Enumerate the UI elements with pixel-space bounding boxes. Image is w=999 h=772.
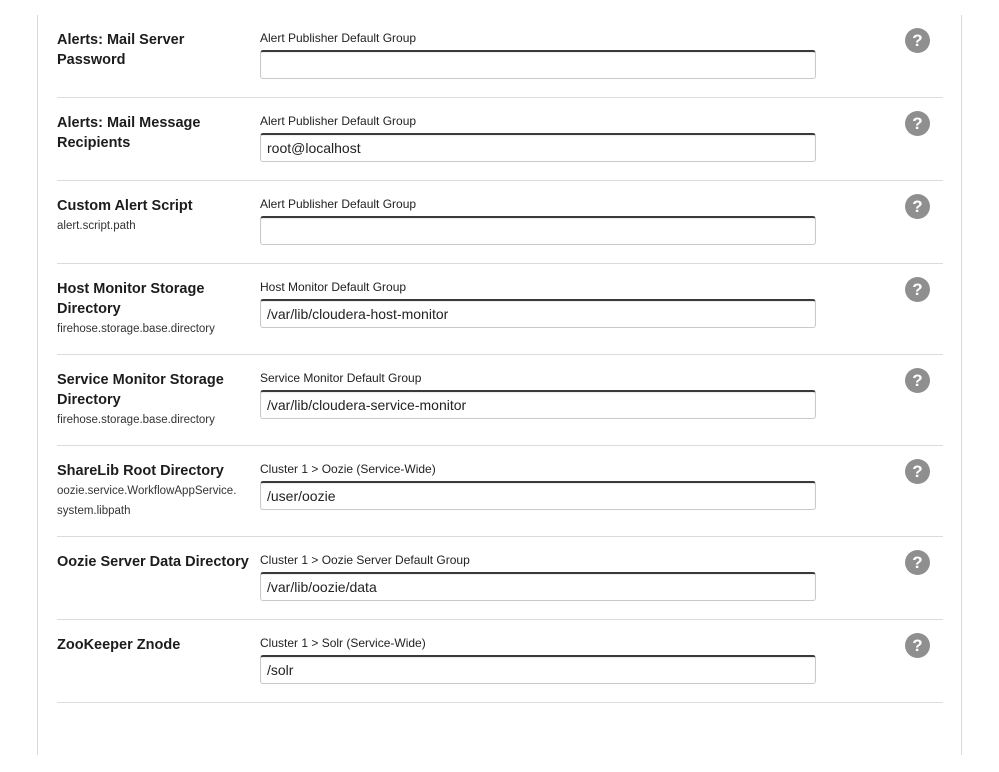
setting-title: Service Monitor Storage Directory	[57, 372, 224, 408]
setting-row-service-monitor-storage	[57, 355, 943, 446]
sharelib-root-input[interactable]	[260, 481, 816, 510]
setting-scope: Host Monitor Default Group	[260, 280, 407, 294]
settings-list	[57, 15, 943, 703]
setting-name	[57, 461, 252, 521]
setting-name	[57, 196, 252, 236]
setting-scope: Cluster 1 > Oozie (Service-Wide)	[260, 462, 436, 476]
setting-row-zookeeper-znode	[57, 620, 943, 703]
setting-title: Host Monitor Storage Directory	[57, 281, 205, 317]
oozie-data-dir-input[interactable]	[260, 572, 816, 601]
help-icon[interactable]: ?	[905, 368, 930, 393]
setting-row-mail-message-recipients	[57, 98, 943, 181]
custom-alert-script-input[interactable]	[260, 216, 816, 245]
setting-scope: Alert Publisher Default Group	[260, 31, 417, 45]
setting-row-oozie-data-dir	[57, 537, 943, 620]
setting-property: oozie.service.WorkflowAppService. system.libpath	[57, 485, 237, 517]
setting-property: firehose.storage.base.directory	[57, 323, 215, 335]
setting-title: Custom Alert Script	[57, 198, 193, 214]
setting-property: firehose.storage.base.directory	[57, 414, 215, 426]
setting-scope: Cluster 1 > Solr (Service-Wide)	[260, 636, 426, 650]
setting-row-host-monitor-storage	[57, 264, 943, 355]
help-icon[interactable]: ?	[905, 459, 930, 484]
setting-name	[57, 30, 252, 70]
setting-row-sharelib-root	[57, 446, 943, 537]
setting-scope: Cluster 1 > Oozie Server Default Group	[260, 553, 470, 567]
setting-title: Oozie Server Data Directory	[57, 554, 249, 570]
setting-scope: Service Monitor Default Group	[260, 371, 422, 385]
setting-scope: Alert Publisher Default Group	[260, 114, 417, 128]
setting-title: ShareLib Root Directory	[57, 463, 224, 479]
setting-title: ZooKeeper Znode	[57, 637, 181, 653]
setting-title: Alerts: Mail Server Password	[57, 32, 185, 68]
mail-server-password-input[interactable]	[260, 50, 816, 79]
service-monitor-storage-input[interactable]	[260, 390, 816, 419]
setting-row-custom-alert-script	[57, 181, 943, 264]
help-icon[interactable]: ?	[905, 111, 930, 136]
help-icon[interactable]: ?	[905, 550, 930, 575]
setting-name	[57, 370, 252, 430]
help-icon[interactable]: ?	[905, 277, 930, 302]
setting-scope: Alert Publisher Default Group	[260, 197, 417, 211]
host-monitor-storage-input[interactable]	[260, 299, 816, 328]
mail-message-recipients-input[interactable]	[260, 133, 816, 162]
zookeeper-znode-input[interactable]	[260, 655, 816, 684]
setting-property: alert.script.path	[57, 220, 136, 232]
help-icon[interactable]: ?	[905, 28, 930, 53]
setting-name	[57, 279, 252, 339]
setting-row-mail-server-password	[57, 15, 943, 98]
help-icon[interactable]: ?	[905, 633, 930, 658]
setting-name	[57, 113, 252, 153]
help-icon[interactable]: ?	[905, 194, 930, 219]
setting-name	[57, 635, 252, 655]
setting-name	[57, 552, 252, 572]
setting-title: Alerts: Mail Message Recipients	[57, 115, 201, 151]
